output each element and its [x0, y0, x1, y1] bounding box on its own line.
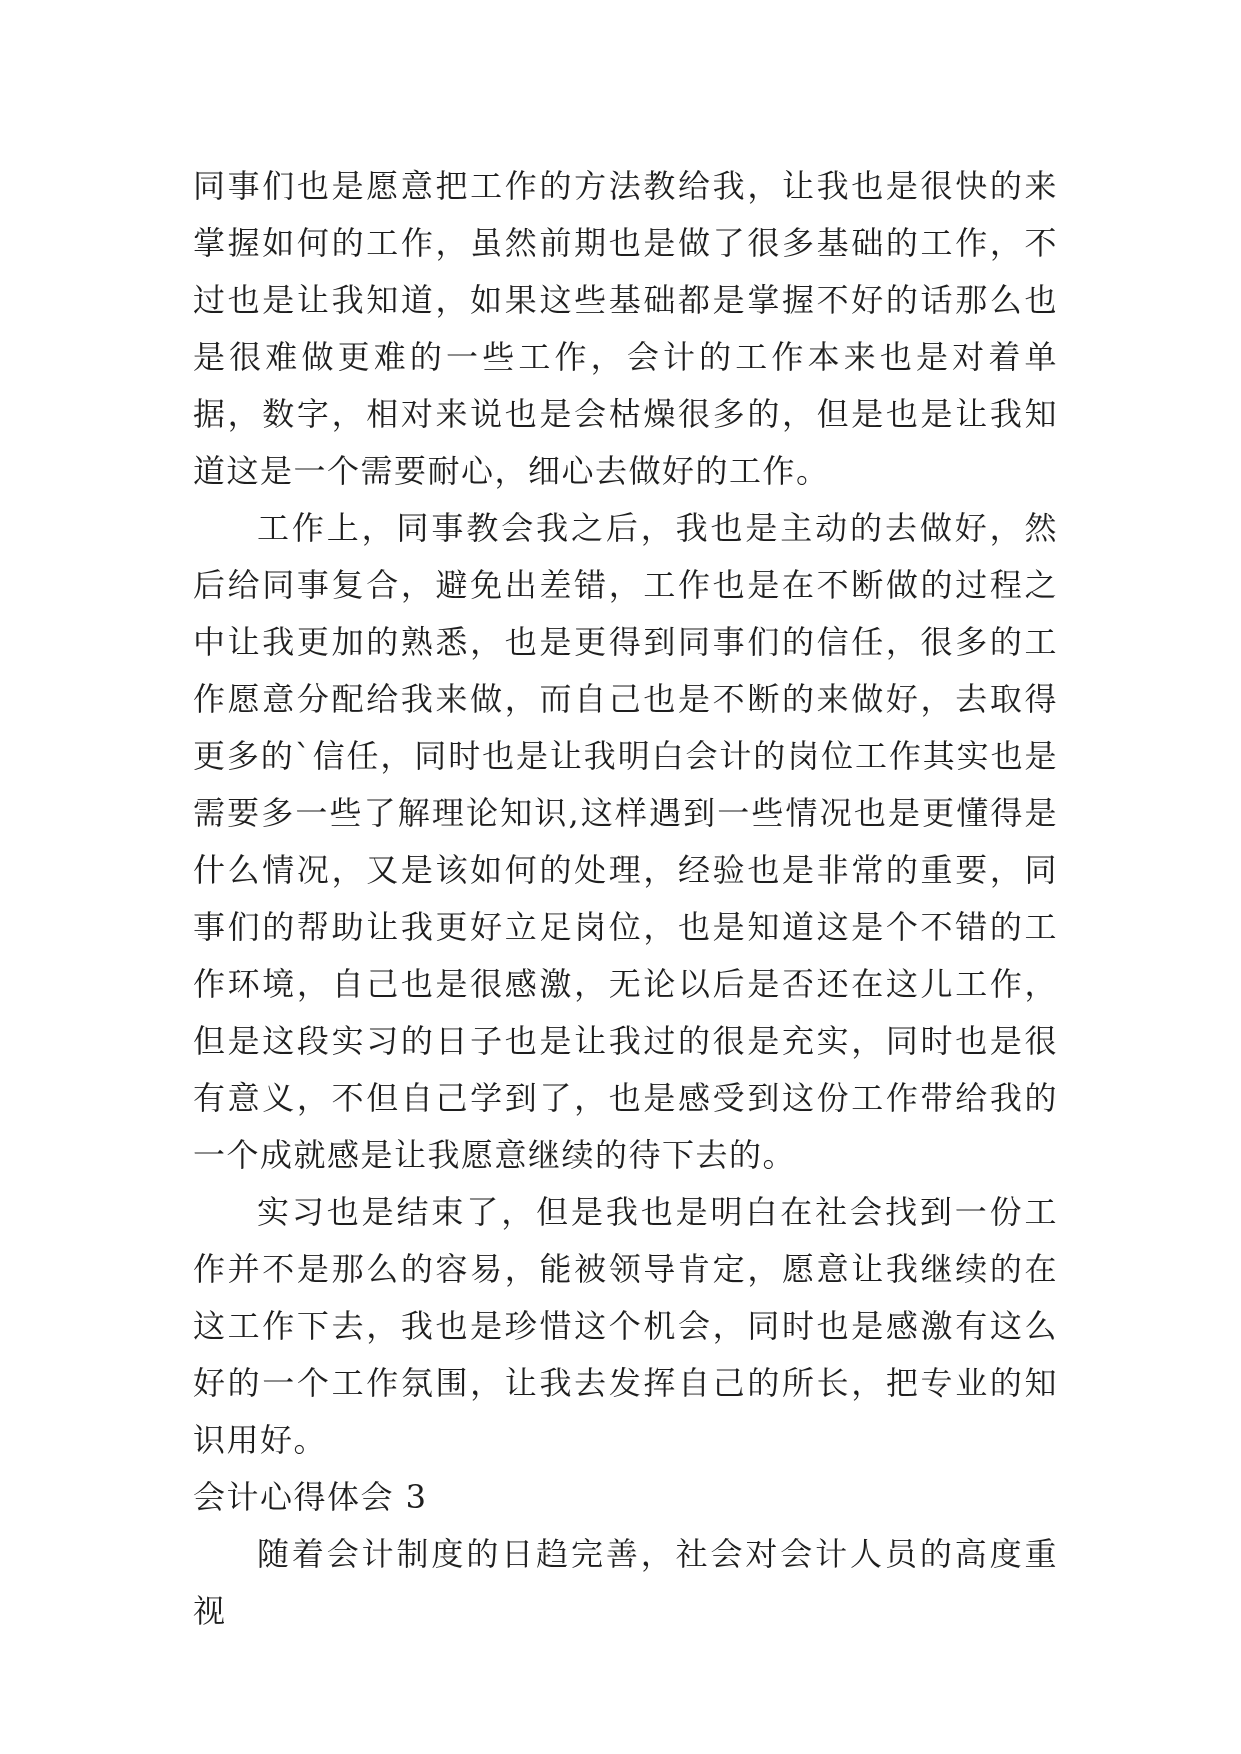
paragraph-3: 实习也是结束了，但是我也是明白在社会找到一份工作并不是那么的容易，能被领导肯定，愿意让我继续的在这工作下去，我也是珍惜这个机会，同时也是感激有这么好的一个工作氛围，让我去发挥自己的所长，把专业的知识用好。: [193, 1193, 1058, 1459]
paragraph-4: 随着会计制度的日趋完善，社会对会计人员的高度重视: [193, 1535, 1058, 1630]
document-body: [193, 158, 1058, 1640]
paragraph-2: 工作上，同事教会我之后，我也是主动的去做好，然后给同事复合，避免出差错，工作也是在不断做的过程之中让我更加的熟悉，也是更得到同事们的信任，很多的工作愿意分配给我来做，而自己也是不断的来做好，去取得更多的`信任，同时也是让我明白会计的岗位工作其实也是需要多一些了解理论知识,这样遇到一些情况也是更懂得是什么情况，又是该如何的处理，经验也是非常的重要，同事们的帮助让我更好立足岗位，也是知道这是个不错的工作环境，自己也是很感激，无论以后是否还在这儿工作，但是这段实习的日子也是让我过的很是充实，同时也是很有意义，不但自己学到了，也是感受到这份工作带给我的一个成就感是让我愿意继续的待下去的。: [193, 509, 1058, 1174]
paragraph-1: 同事们也是愿意把工作的方法教给我，让我也是很快的来掌握如何的工作，虽然前期也是做了很多基础的工作，不过也是让我知道，如果这些基础都是掌握不好的话那么也是很难做更难的一些工作，会计的工作本来也是对着单据，数字，相对来说也是会枯燥很多的，但是也是让我知道这是一个需要耐心，细心去做好的工作。: [193, 167, 1058, 490]
section-heading: 会计心得体会 3: [193, 1478, 428, 1516]
